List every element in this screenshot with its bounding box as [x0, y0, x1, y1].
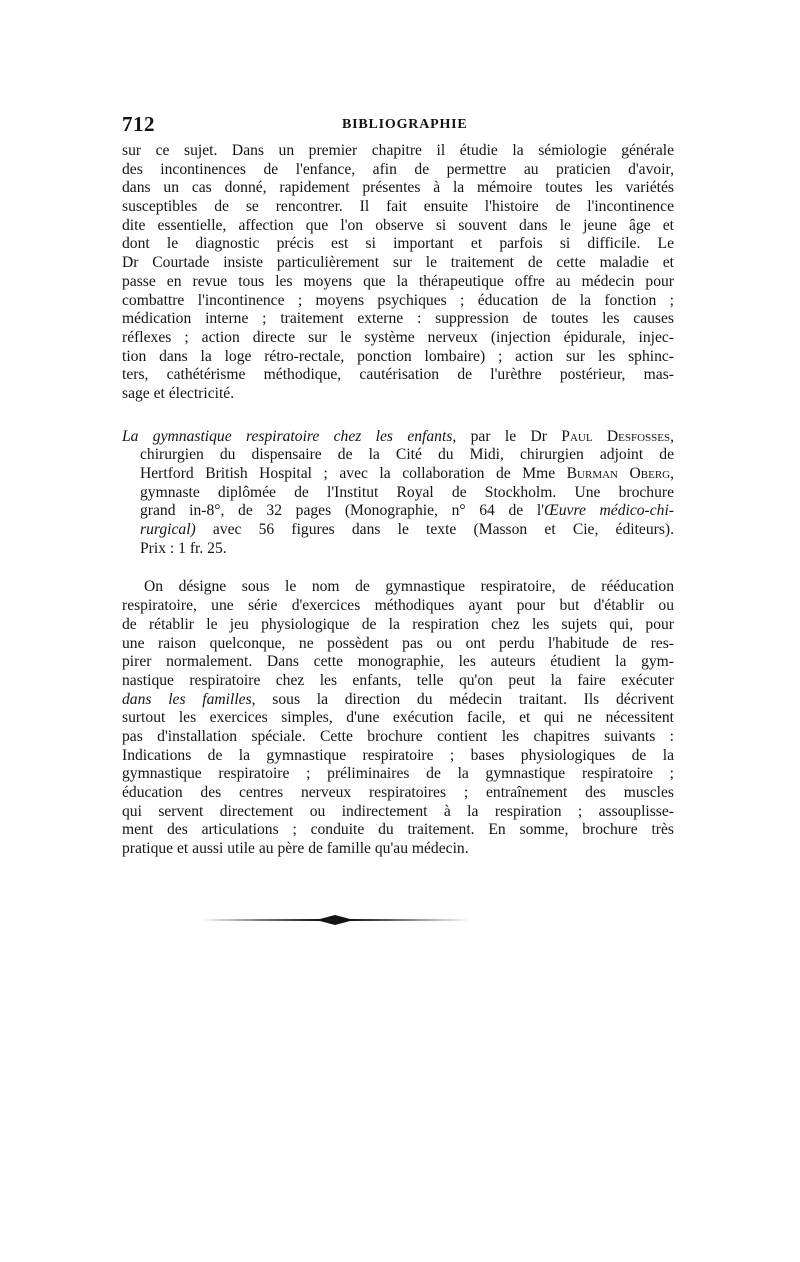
- text-span: sous la direction du médecin traitant. Ils décrivent: [255, 690, 674, 708]
- page-number: 712: [122, 112, 155, 136]
- text-line: réflexes ; action directe sur le système nerveux (injection épidurale, injec-: [122, 328, 674, 346]
- text-line: pratique et aussi utile au père de famille qu'au médecin.: [122, 840, 469, 858]
- text-line: respiratoire, une série d'exercices méthodiques ayant pour but d'établir ou: [122, 597, 674, 615]
- italic-phrase: dans les familles,: [122, 690, 256, 708]
- reference-author: Paul Desfosses,: [561, 427, 675, 445]
- text-line: pirer normalement. Dans cette monographie, les auteurs étudient la gym-: [122, 653, 674, 671]
- reference-line-6: [122, 521, 674, 540]
- page: [122, 112, 674, 859]
- page-header: [122, 112, 674, 142]
- reference-line-3: [122, 465, 674, 484]
- text-line: dans un cas donné, rapidement présentes à la mémoire toutes les variétés: [122, 179, 674, 197]
- paragraph-1: [122, 142, 674, 404]
- text-line: des incontinences de l'enfance, afin de permettre au praticien d'avoir,: [122, 160, 674, 178]
- text-line: surtout les exercices simples, d'une exécution facile, et qui ne nécessitent: [122, 709, 674, 727]
- reference-series-title: Œuvre médico-chi-: [544, 502, 674, 520]
- text-line: pas d'installation spéciale. Cette brochure contient les chapitres suivants :: [122, 727, 674, 745]
- text-line: dite essentielle, affection que l'on observe si souvent dans le jeune âge et: [122, 216, 674, 234]
- running-title: BIBLIOGRAPHIE: [342, 117, 468, 132]
- text-line: gymnastique respiratoire ; préliminaires de la gymnastique respiratoire ;: [122, 765, 674, 783]
- text-line: Indications de la gymnastique respiratoire ; bases physiologiques de la: [122, 746, 674, 764]
- text-line: sur ce sujet. Dans un premier chapitre il étudie la sémiologie générale: [122, 142, 674, 159]
- text-line: Dr Courtade insiste particulièrement sur le traitement de cette maladie et: [122, 254, 674, 272]
- text-line: éducation des centres nerveux respiratoires ; entraînement des muscles: [122, 784, 674, 801]
- reference-line-5: [122, 502, 674, 521]
- reference-price: Prix : 1 fr. 25.: [140, 539, 227, 557]
- text-line: combattre l'incontinence ; moyens psychiques ; éducation de la fonction ;: [122, 291, 674, 309]
- reference-line-1: [122, 428, 674, 447]
- text-line: tion dans la loge rétro-rectale, ponction lombaire) ; action sur les sphinc-: [122, 347, 674, 365]
- reference-title: La gymnastique respiratoire chez les enfants,: [122, 427, 457, 445]
- text-line: ment des articulations ; conduite du traitement. En somme, brochure très: [122, 821, 674, 839]
- text-line: nastique respiratoire chez les enfants, telle qu'on peut la faire exécuter: [122, 671, 674, 689]
- bibliographic-reference: [122, 428, 674, 559]
- reference-text: Hertford British Hospital ; avec la collaboration de Mme: [140, 465, 567, 482]
- divider-ornament-icon: [200, 914, 470, 926]
- reference-text: grand in-8°, de 32 pages (Monographie, n° 64 de l': [140, 502, 545, 520]
- text-line: médication interne ; traitement externe : suppression de toutes les causes: [122, 310, 674, 328]
- reference-text: par le Dr: [456, 427, 562, 445]
- reference-line-4: gymnaste diplômée de l'Institut Royal de Stockholm. Une brochure: [140, 483, 674, 501]
- reference-collaborator: Burman Oberg,: [566, 465, 674, 482]
- text-line: On désigne sous le nom de gymnastique respiratoire, de rééducation: [144, 578, 674, 596]
- reference-series-title: rurgical): [140, 521, 196, 539]
- text-line: de rétablir le jeu physiologique de la respiration chez les sujets qui, pour: [122, 615, 674, 633]
- text-line: qui servent directement ou indirectement à la respiration ; assouplisse-: [122, 802, 674, 820]
- text-line: ters, cathétérisme méthodique, cautérisation de l'urèthre postérieur, mas-: [122, 366, 674, 384]
- reference-text: avec 56 figures dans le texte (Masson et Cie, éditeurs).: [195, 521, 674, 539]
- ornamental-divider: [200, 914, 470, 926]
- text-line: [122, 691, 674, 710]
- paragraph-2: [122, 578, 674, 858]
- text-line: dont le diagnostic précis est si important et parfois si difficile. Le: [122, 235, 674, 253]
- text-line: susceptibles de se rencontrer. Il fait ensuite l'histoire de l'incontinence: [122, 198, 674, 216]
- reference-line-2: chirurgien du dispensaire de la Cité du Midi, chirurgien adjoint de: [140, 446, 674, 464]
- text-line: une raison quelconque, ne possèdent pas ou ont perdu l'habitude de res-: [122, 634, 674, 652]
- text-line: passe en revue tous les moyens que la thérapeutique offre au médecin pour: [122, 272, 674, 290]
- text-line: sage et électricité.: [122, 384, 235, 402]
